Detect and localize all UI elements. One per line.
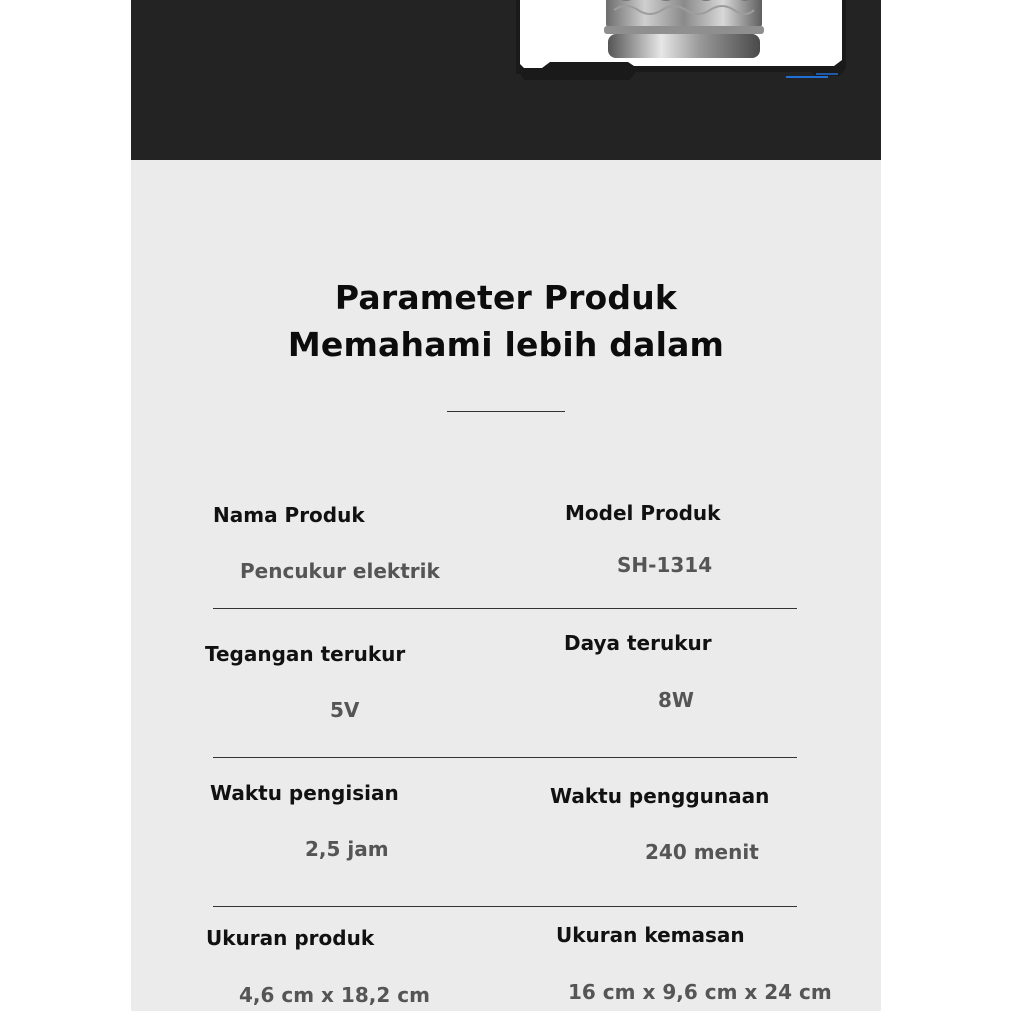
spec-label-usage-time: Waktu penggunaan <box>550 784 770 808</box>
spec-value-package-size: 16 cm x 9,6 cm x 24 cm <box>568 980 832 1004</box>
spec-value-charging-time: 2,5 jam <box>305 837 389 861</box>
row-divider <box>213 608 797 609</box>
section-subtitle: Memahami lebih dalam <box>287 325 725 364</box>
product-photo <box>516 0 846 80</box>
spec-value-rated-power: 8W <box>658 688 694 712</box>
spec-label-charging-time: Waktu pengisian <box>210 781 399 805</box>
section-title: Parameter Produk <box>334 278 678 317</box>
spec-label-rated-power: Daya terukur <box>564 631 712 655</box>
spec-label-product-name: Nama Produk <box>213 503 365 527</box>
spec-value-product-name: Pencukur elektrik <box>240 559 440 583</box>
spec-value-rated-voltage: 5V <box>330 698 360 722</box>
spec-label-product-model: Model Produk <box>565 501 721 525</box>
row-divider <box>213 906 797 907</box>
spec-value-product-model: SH-1314 <box>617 553 713 577</box>
product-parameters-page <box>131 0 881 1011</box>
title-divider <box>447 411 565 412</box>
spec-label-product-size: Ukuran produk <box>206 926 375 950</box>
spec-label-rated-voltage: Tegangan terukur <box>205 642 406 666</box>
spec-value-usage-time: 240 menit <box>645 840 759 864</box>
spec-label-package-size: Ukuran kemasan <box>556 923 745 947</box>
row-divider <box>213 757 797 758</box>
hero-banner <box>131 0 881 160</box>
spec-value-product-size: 4,6 cm x 18,2 cm <box>239 983 430 1007</box>
